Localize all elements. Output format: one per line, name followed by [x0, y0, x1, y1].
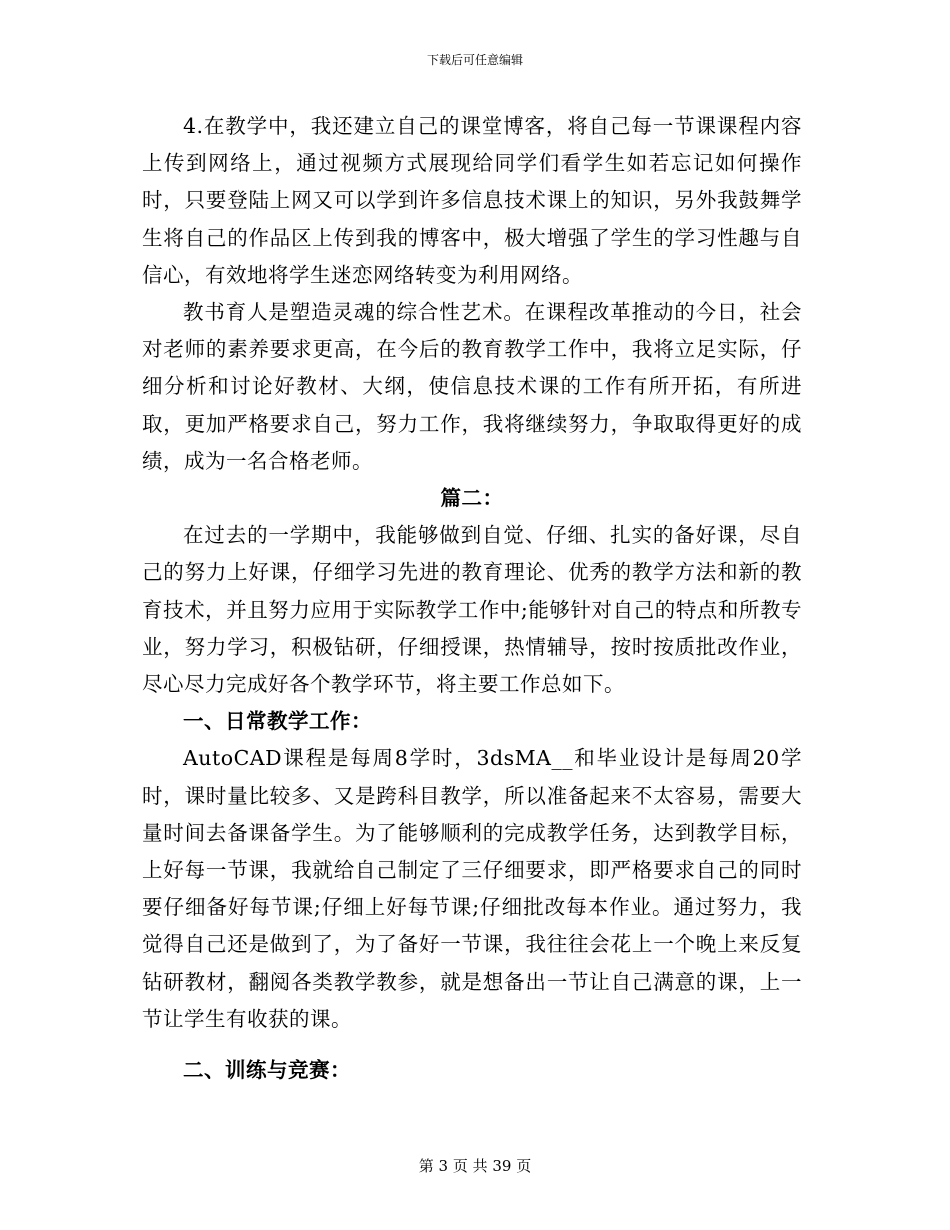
paragraph-classroom-blog: 4.在教学中，我还建立自己的课堂博客，将自己每一节课课程内容上传到网络上，通过视频方式展现给同学们看学生如若忘记如何操作时，只要登陆上网又可以学到许多信息技术课上的知识，另外我鼓舞学生将自己的作品区上传到我的博客中，极大增强了学生的学习性趣与自信心，有效地将学生迷恋网络转变为利用网络。	[142, 114, 802, 287]
section-title: 篇二：	[440, 486, 504, 511]
page-header-note: 下载后可任意编辑	[426, 53, 523, 67]
paragraph-semester-summary: 在过去的一学期中，我能够做到自觉、仔细、扎实的备好课，尽自己的努力上好课，仔细学习先进的教育理论、优秀的教学方法和新的教育技术，并且努力应用于实际教学工作中;能够针对自己的特点和所教专业，努力学习，积极钻研，仔细授课，热情辅导，按时按质批改作业，尽心尽力完成好各个教学环节，将主要工作总如下。	[142, 523, 802, 697]
page-footer-number: 第 3 页 共 39 页	[418, 1157, 532, 1175]
spacer	[142, 1038, 802, 1052]
heading-training-competition: 二、训练与竞赛：	[183, 1058, 351, 1083]
paragraph-teaching-art: 教书育人是塑造灵魂的综合性艺术。在课程改革推动的今日，社会对老师的素养要求更高，在今后的教育教学工作中，我将立足实际，仔细分析和讨论好教材、大纲，使信息技术课的工作有所开拓，有所进取，更加严格要求自己，努力工作，我将继续努力，争取取得更好的成绩，成为一名合格老师。	[142, 300, 802, 473]
heading-daily-teaching: 一、日常教学工作：	[183, 709, 372, 734]
document-body	[142, 108, 802, 1089]
paragraph-daily-teaching: AutoCAD课程是每周8学时，3dsMA__和毕业设计是每周20学时，课时量比较多、又是跨科目教学，所以准备起来不太容易，需要大量时间去备课备学生。为了能够顺利的完成教学任务，达到教学目标，上好每一节课，我就给自己制定了三仔细要求，即严格要求自己的同时要仔细备好每节课;仔细上好每节课;仔细批改每本作业。通过努力，我觉得自己还是做到了，为了备好一节课，我往往会花上一个晚上来反复钻研教材，翻阅各类教学教参，就是想备出一节让自己满意的课，上一节让学生有收获的课。	[142, 746, 802, 1031]
